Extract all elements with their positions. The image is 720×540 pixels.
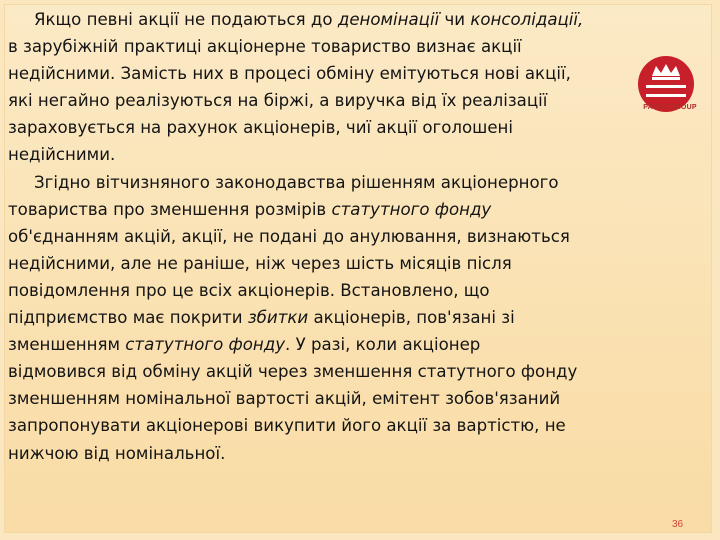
paragraph-1 bbox=[8, 6, 688, 169]
p2-line7-a: зменшенням bbox=[8, 335, 126, 355]
p2-line8: відмовився від обміну акцій через зменшення статутного фонду bbox=[8, 362, 578, 382]
p1-line4: які негайно реалізуються на біржі, а виручка від їх реалізації bbox=[8, 91, 548, 111]
p1-term-consolidation: консолідації, bbox=[470, 10, 584, 29]
p2-line2-a: товариства про зменшення розмірів bbox=[8, 199, 332, 219]
p2-line5: повідомлення про це всіх акціонерів. Встановлено, що bbox=[8, 280, 490, 300]
p2-term-statutory-fund: статутного фонду bbox=[331, 199, 492, 219]
p2-line6-c: акціонерів, пов'язані зі bbox=[308, 308, 515, 328]
p1-line5: зараховується на рахунок акціонерів, чиї акції оголошені bbox=[8, 118, 513, 138]
p2-line10: запропонувати акціонерові викупити його акції за вартістю, не bbox=[8, 416, 566, 436]
paragraph-2 bbox=[8, 169, 688, 467]
p1-line1-c: чи bbox=[439, 10, 471, 29]
body-text bbox=[8, 6, 688, 467]
logo-caption: PAREX GROUP bbox=[643, 104, 697, 111]
p1-line6: недійсними. bbox=[8, 145, 116, 165]
p2-line1: Згідно вітчизняного законодавства рішенням акціонерного bbox=[34, 172, 559, 192]
p1-line2: в зарубіжній практиці акціонерне товариство визнає акції bbox=[8, 37, 522, 57]
p2-line11: нижчою від номінальної. bbox=[8, 443, 226, 463]
p1-term-denomination: деномінації bbox=[337, 10, 440, 29]
p2-line6-a: підприємство має покрити bbox=[8, 308, 248, 328]
p1-line3: недійсними. Замість них в процесі обміну емітуються нові акції, bbox=[8, 64, 571, 84]
p2-line3: об'єднанням акцій, акції, не подані до анулювання, визнаються bbox=[8, 226, 570, 246]
p1-line1-a: Якщо певні акції не подаються до bbox=[34, 10, 338, 29]
p2-line4: недійсними, але не раніше, ніж через шість місяців після bbox=[8, 253, 512, 273]
p2-line9: зменшенням номінальної вартості акцій, емітент зобов'язаний bbox=[8, 389, 561, 409]
page-number: 36 bbox=[672, 519, 684, 530]
p2-term-statutory-fund-2: статутного фонду bbox=[125, 335, 286, 355]
p2-term-losses: збитки bbox=[247, 308, 309, 328]
p2-line7-c: . У разі, коли акціонер bbox=[285, 335, 481, 355]
